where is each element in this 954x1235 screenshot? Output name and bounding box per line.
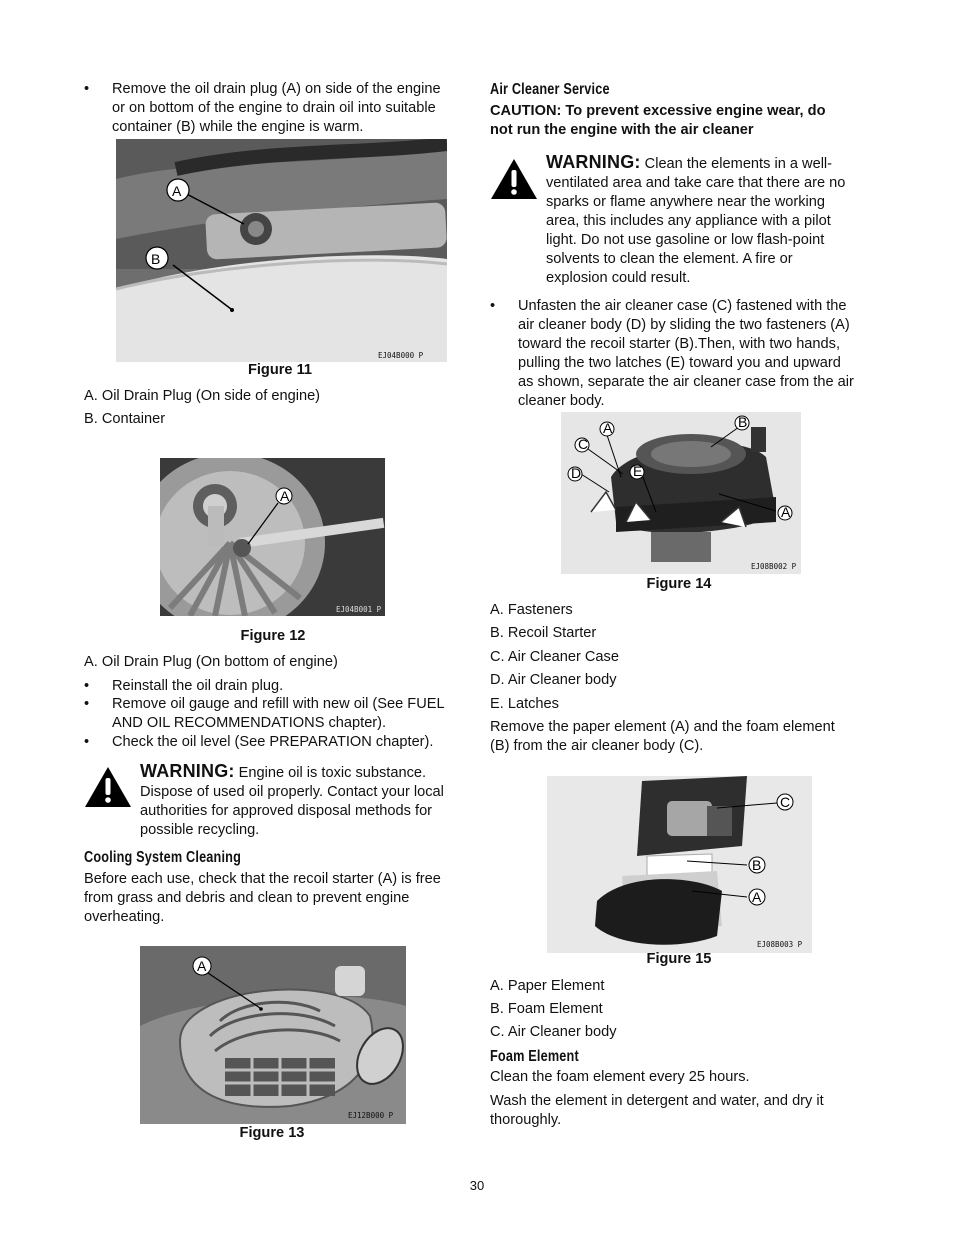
figure-11-photo	[116, 139, 447, 362]
cooling-paragraph: Before each use, check that the recoil starter (A) is free from grass and debris and clean to prevent engine overheating.	[84, 871, 441, 925]
figure-14-legend-b: B. Recoil Starter	[490, 625, 597, 641]
figure-11-caption: Figure 11	[247, 362, 313, 378]
remove-element-paragraph: Remove the paper element (A) and the foam element (B) from the air cleaner body (C).	[490, 719, 835, 754]
figure-12-label-a: A	[280, 488, 290, 504]
figure-11-label-a: A	[172, 183, 182, 199]
figure-14-legend-a: A. Fasteners	[490, 602, 573, 618]
figure-11-legend-a: A. Oil Drain Plug (On side of engine)	[84, 388, 321, 404]
cooling-heading: Cooling System Cleaning	[84, 849, 242, 866]
warning-triangle-icon	[84, 766, 132, 808]
figure-15-legend-b: B. Foam Element	[490, 1001, 603, 1017]
figure-15-label-a: A	[752, 889, 762, 905]
figure-14-legend-c: C. Air Cleaner Case	[490, 649, 619, 665]
figure-13-label-a: A	[197, 958, 207, 974]
foam-wash-paragraph: Wash the element in detergent and water, and dry it thoroughly.	[490, 1093, 824, 1128]
figure-14-legend-d: D. Air Cleaner body	[490, 672, 617, 688]
figure-14-label-c: C	[578, 436, 589, 452]
figure-12-legend-a: A. Oil Drain Plug (On bottom of engine)	[84, 654, 338, 670]
figure-15-code: EJ08B003 P	[757, 940, 803, 949]
warning-triangle-icon	[490, 158, 538, 200]
figure-12-caption: Figure 12	[240, 628, 306, 644]
foam-clean-interval: Clean the foam element every 25 hours.	[490, 1069, 750, 1085]
figure-14-label-e: E	[633, 463, 643, 479]
figure-15-legend-a: A. Paper Element	[490, 978, 605, 994]
figure-13-code: EJ12B000 P	[348, 1111, 394, 1120]
figure-14-label-d: D	[571, 465, 582, 481]
figure-14-label-a2: A	[781, 504, 791, 520]
figure-15-photo	[547, 776, 812, 953]
figure-14-caption: Figure 14	[646, 576, 712, 592]
figure-15-label-c: C	[780, 794, 791, 810]
figure-15-label-b: B	[752, 857, 762, 873]
page-number: 30	[469, 1178, 485, 1193]
figure-12-photo	[160, 458, 385, 616]
figure-11-label-b: B	[151, 251, 161, 267]
figure-13-caption: Figure 13	[239, 1125, 305, 1141]
figure-14-legend-e: E. Latches	[490, 696, 559, 712]
figure-14-label-b: B	[738, 414, 748, 430]
figure-11-code: EJ04B000 P	[378, 351, 424, 360]
figure-13-photo	[140, 946, 406, 1124]
figure-15-caption: Figure 15	[646, 951, 712, 967]
figure-11-legend-b: B. Container	[84, 411, 166, 427]
foam-element-heading: Foam Element	[490, 1048, 579, 1065]
air-cleaner-heading: Air Cleaner Service	[490, 81, 610, 98]
figure-12-code: EJ04B001 P	[336, 605, 382, 614]
warning-oil-toxic: WARNING: Engine oil is toxic substance. Dispose of used oil properly. Contact your local authorities for approved disposal methods for possible recycling.	[140, 761, 444, 838]
caution-text: CAUTION: To prevent excessive engine wear, do not run the engine with the air cleaner	[490, 103, 826, 138]
warning-flammable: WARNING: Clean the elements in a well- ventilated area and take care that there are no sparks or flame anywhere near the working area, this includes any appliance with a pilot light. Do not use gasoline or low flash-point solvents to clean the element. A fire or explosion could result.	[546, 152, 846, 286]
figure-14-code: EJ08B002 P	[751, 562, 797, 571]
figure-14-label-a: A	[603, 420, 613, 436]
figure-14-photo	[561, 412, 801, 574]
figure-15-legend-c: C. Air Cleaner body	[490, 1024, 617, 1040]
